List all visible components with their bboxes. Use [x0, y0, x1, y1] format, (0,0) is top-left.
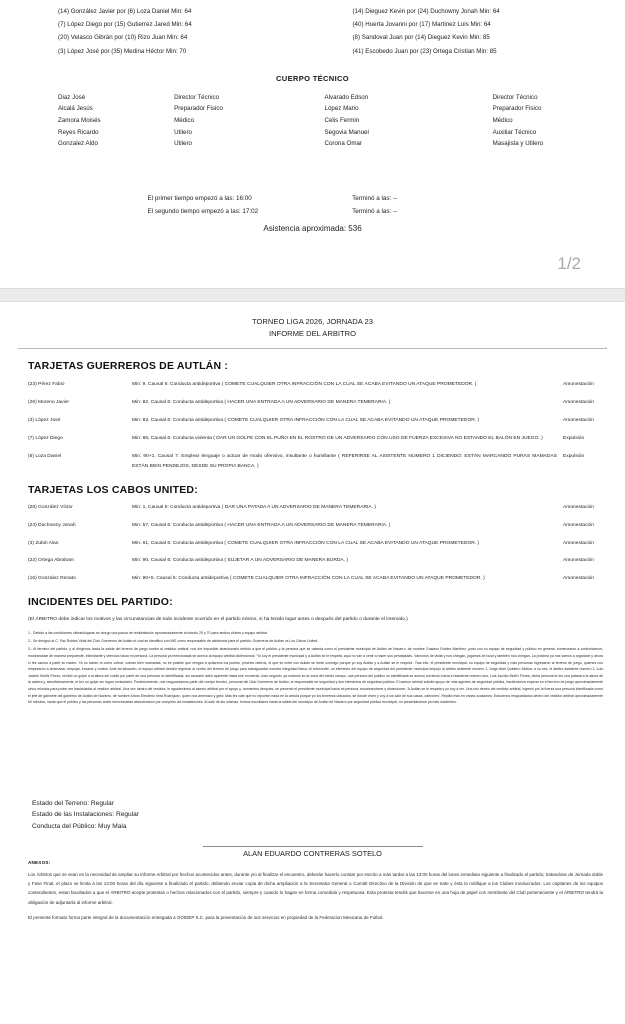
staff-name-list	[313, 92, 469, 150]
table-row	[28, 452, 607, 472]
staff-role: Auxiliar Técnico	[492, 128, 537, 136]
second-half-start: El segundo tiempo empezó a las: 17:02	[147, 207, 259, 215]
second-half-end: Terminó a las: --	[352, 207, 398, 215]
card-detail: Min: 57, Causal 6: Conducta antideportiva ( HACER UNA ENTRADA A UN ADVERSARIO DE MANERA TEMERARIA. )	[132, 522, 391, 528]
staff-role: Masajista y Utilero	[492, 140, 544, 148]
staff-role-list	[469, 92, 607, 150]
staff-name: López Mario	[324, 105, 359, 113]
staff-name: Alvarado Edson	[324, 93, 369, 101]
card-player: (28) González Víctor	[28, 504, 73, 510]
staff-name: Diaz José	[58, 93, 86, 101]
card-player: (22) Ortega Abraham	[28, 558, 74, 564]
staff-role: Preparador Fisico	[174, 105, 223, 113]
divider-tick: ·	[605, 345, 607, 351]
pitch-condition: Estado del Terreno: Regular	[32, 799, 114, 807]
card-sanction: Amonestación	[563, 417, 594, 423]
report-page-one	[0, 0, 625, 288]
substitution-line: (7) López Diego por (15) Gutierrez Jared Min: 64	[58, 21, 192, 29]
card-detail: Min: 61, Causal 6: Conducta antideportiva ( COMETE CUALQUIER OTRA INFRACCIÓN CON LA CUAL SE ACABA EVITANDO UN ATAQUE PROMETEDOR. )	[132, 540, 480, 546]
annex-body	[28, 870, 603, 922]
staff-role-list	[174, 92, 312, 150]
first-half-start: El primer tiempo empezó a las: 16:00	[147, 194, 252, 202]
tournament-title: TORNEO LIGA 2026, JORNADA 23	[252, 317, 373, 326]
crowd-conduct: Conducta del Público: Muy Mala	[32, 822, 127, 830]
technical-staff-away-column	[313, 92, 608, 150]
technical-staff-section	[0, 92, 625, 150]
page-indicator: 1/2	[557, 254, 581, 273]
staff-role: Director Técnico	[492, 93, 538, 101]
card-detail: Min: 9, Causal 6: Conducta antideportiva ( COMETE CUALQUIER OTRA INFRACCIÓN CON LA CUAL SE ACABA EVITANDO UN ATAQUE PROMETEDOR. )	[132, 382, 477, 387]
match-times-inner	[148, 192, 478, 218]
cards-away-title: TARJETAS LOS CABOS UNITED:	[28, 483, 198, 496]
staff-name-list	[18, 92, 174, 150]
report-title: INFORME DEL ARBITRO	[268, 328, 357, 338]
match-time-row	[148, 192, 478, 205]
annex-paragraph: Los Árbitros que se vean en la necesidad de ampliar su Informe Arbitral por hechos acontecidos antes, durante y/o al finalizar el encuentro, deberán hacerlo constar por escrito a más tardar a las 13:00 horas del lunes inmediato siguiente a finalizado el partido; tratandose de Jornada doble y Fase Final, el plazo se limita a las 13:00 horas del día siguiente a finalizado el partido, debiendo enviar copia de dicha ampliación a la Secretaria General o Comité Directivo de la División de que se trate y ésta la notifique a los Clubes involucrados. Los capitanes de los equipos contendientes, estan facultados a que el ÁRBITRO acepte protestas o hechos relacionados con el partido, siempre y cuando lo hagan en forma comedida y respetuosa. Esta protesta tendrá que hacerse en una hoja de papel con membrete del Club perteneciente y el ÁRBITRO tendrá la obligación de adjuntarla al informe arbitral.	[28, 872, 603, 905]
table-row	[28, 574, 607, 584]
table-row	[28, 539, 607, 549]
staff-name: Zamora Moisés	[58, 117, 101, 124]
substitution-line: (20) Velasco Gibrán por (10) Rizo Juan Min: 64	[58, 34, 188, 42]
card-sanction: Amonestación	[563, 522, 594, 528]
card-sanction: Amonestación	[563, 504, 594, 510]
card-detail: Min: 1, Causal 6: Conducta antideportiva ( DAR UNA PATADA A UN ADVERSARIO DE MANERA TEMERARIA. )	[132, 504, 376, 510]
card-player: (7) López Diego	[28, 435, 63, 441]
table-row	[28, 503, 607, 513]
match-times-section	[0, 192, 625, 218]
report-page-two	[0, 302, 625, 928]
staff-role: Médico	[492, 117, 513, 124]
staff-name: Corona Omar	[324, 140, 362, 148]
staff-name: Alcalá Jesús	[58, 105, 93, 113]
table-row	[28, 556, 607, 566]
incident-item: 3.- Al término del partido, y al dirigirnos hacia la salida del terreno de juego rumbo al vestidor arbitral, nos fue imposible abandonarlo debido a que el público y la persona que se ostenta como el presidente municipal de Autlán de Navarro, de nombre Gustavo Robles Martínez, junto con su equipo de seguridad y público en general, comenzaron a confrontarnos, mostrándose de manera prepotente, intimidante y ofensiva hacia mi persona. La persona ya mencionada se acercó al equipo arbitral diciéndonos: 'Yo soy el presidente municipal y a Autlán se le respeta; aquí no van a venir a hacer sus pendejadas. Vámonos de visita y nos chingan, jugamos de local y también nos chingan. La próxima ya nos vamos a organizar y ahora sí les vamos a partir su madre. Ya no saben ni cómo cobrar, cobran bien mamadas; no es posible que vengan a quitarnos los puntos, pinches rateros, el que se mete con Autlán se mete conmigo porque yo soy Autlán y a Autlán se le respeta'. Tras ello, el presidente municipal, su equipo de seguridad y más personas ingresaron al terreno de juego, quienes nos empezaron a amenazar, empujar, encarar y rodear. Ante tal situación, el equipo arbitral decidió regresar al centro del terreno de juego para salvaguardar nuestra integridad física. Al retroceder, un elemento del equipo de seguridad del presidente municipal empujó al árbitro asistente número 1, Jorge Abel Quintero Molina; a su vez, el árbitro asistente número 2, Luis Jacinto Muñiz Flores, recibió un golpe a la altura del cuello por parte de una persona no identificada, sin causarle daño aparente hasta ese momento. Acto seguido, ya estando en la zona del medio campo, una persona del público no identificada se acercó corriendo hacia el asistente número dos, Luis Jacinto Muñiz Flores; dicha persona le dio una patada a la altura de la cadera y, simultáneamente, le tiró un golpe sin lograr contactarlo. Posteriormente, nos resguardamos parte del cuerpo técnico, personal del Club Guerreros de Autlán, el responsable de seguridad y dos elementos de seguridad pública. El asesor arbitral solicitó apoyo de más agentes de seguridad pública, haciéndonos esperar en el terreno de juego aproximadamente cinco minutos para poder ser trasladados al vestidor arbitral. Una vez dentro del vestidor, le agradecimos al asesor arbitral por el apoyo y, momentos después, se presentó el presidente municipal hacia mi persona, encareándome y diciéndome: 'A Autlán se le respeta y yo soy a ver. Una vez dentro del vestidor arbitral, ingresó por la fuerza una persona identificada como el jefe de gabinete del gobierno de Autlán de Navarro, de nombre Arturo Eleuterio Vera Rodríguez, quien nos amenazó y gritó: Más les vale que no reporten nada en la cédula porque yo los tenemos ubicados, sé dónde viven y voy a los salir de sus casas, cabrones'. Repitió esto en varias ocasiones. Estuvimos resguardados dentro del vestidor arbitral aproximadamente 60 minutos, hasta que el público y las personas antes mencionadas abandonaron por completo las instalaciones. Al salir de las mismas, fuimos escoltados hasta la salida del municipio de Autlán de Navarro por seguridad pública municipal, no presentándose ya más incidentes.	[28, 647, 603, 705]
card-player: (16) Gonzalez Renato	[28, 576, 76, 582]
staff-name: Celis Fermin	[324, 117, 360, 124]
table-row	[28, 380, 607, 390]
annex-label: ANEXOS:	[28, 860, 51, 866]
card-player: (24) Duchowny Jonah	[28, 522, 76, 528]
header-divider	[18, 345, 607, 351]
staff-role: Médico	[174, 117, 195, 124]
table-row	[28, 416, 607, 426]
card-sanction: Amonestación	[563, 540, 594, 546]
signature-section	[0, 846, 625, 858]
annex-paragraph: El presente formato forma parte integral de la documentación entregada a OOIDEP S.C. para la presentación de sus servicios en propiedad de la Federacion Mexicana de Futbol.	[28, 914, 384, 920]
card-player: (23) Pérez Fabio	[28, 382, 65, 387]
card-player: (3) López José	[28, 417, 61, 423]
staff-name: Gonzalez Aldo	[58, 140, 98, 148]
incident-item: 2.- Se designó al C. Paz Robles Vidal del Club Guerreros de Autlán el cual se identificó con INE como responsable de asistencia para el partido: Guerreros de Autlán vs Los Cabos United.	[28, 639, 319, 644]
table-row	[28, 398, 607, 408]
document-header	[0, 316, 625, 339]
card-detail: Min: 82, Causal 6: Conducta antideportiva ( HACER UNA ENTRADA A UN ADVERSARIO DE MANERA TEMERARIA. )	[132, 399, 391, 405]
staff-name: Segovia Manuel	[324, 128, 369, 136]
substitutions-away-column	[313, 5, 608, 58]
substitution-line: (41) Escobedo Juan por (23) Ortega Cristian Min: 85	[352, 47, 497, 55]
card-detail: Min: 83, Causal 6: Conducta antideportiva ( COMETE CUALQUIER OTRA INFRACCIÓN CON LA CUAL SE ACABA EVITANDO UN ATAQUE PROMETEDOR. )	[132, 417, 480, 423]
card-sanction: Amonestación	[563, 399, 594, 405]
card-sanction: Amonestación	[563, 382, 594, 387]
staff-name: Reyes Ricardo	[58, 128, 99, 136]
attendance-text: Asistencia aproximada: 536	[263, 223, 362, 233]
match-conditions	[32, 798, 625, 832]
substitutions-home-column	[18, 5, 313, 58]
technical-staff-home-column	[18, 92, 313, 150]
substitution-line: (3) López José por (35) Medina Héctor Min: 70	[58, 47, 187, 55]
card-player: (6) Loza Daniel	[28, 453, 62, 459]
card-sanction: Amonestación	[563, 576, 594, 582]
staff-role: Preparador Fisico	[492, 105, 542, 113]
facilities-condition: Estado de las Instalaciones: Regular	[32, 811, 140, 819]
substitution-line: (14) Dieguez Kevin por (24) Duchowny Jonah Min: 64	[352, 8, 500, 15]
referee-signature-name: ALAN EDUARDO CONTRERAS SOTELO	[203, 846, 423, 858]
first-half-end: Terminó a las: --	[352, 194, 398, 202]
card-detail: Min: 90+5, Causal 6: Conducta antideportiva ( COMETE CUALQUIER OTRA INFRACCIÓN CON LA CUAL SE ACABA EVITANDO UN ATAQUE PROMETEDOR. )	[132, 576, 485, 582]
incident-item: 1.- Debido a las condiciones climatológicas se otorgó una pausa de rehidratación aproximadamente al minuto 25 y 70 para ambos clubes y equipo arbitral.	[28, 631, 268, 636]
staff-role: Utilero	[174, 140, 192, 148]
card-sanction: Amonestación	[563, 558, 594, 564]
table-row	[28, 521, 607, 531]
card-detail: Min: 90+1, Causal 7: Emplear lenguaje o actuar de modo ofensivo, insultante o humillante ( REFERIRSE AL ASISTENTE NÚMERO 1 DICIENDO: ESTÁN MARCANDO PURAS MAMADAS ESTÁN BIEN PENDEJOS, DESDE SU PROPIA BANCA. )	[132, 453, 557, 469]
substitution-line: (40) Huerta Jovanni por (17) Martinez Luis Min: 64	[352, 21, 491, 29]
page-separator	[0, 288, 625, 302]
substitutions-section	[0, 5, 625, 58]
staff-role: Utilero	[174, 128, 192, 136]
cards-away-table	[0, 503, 625, 585]
cards-home-title: TARJETAS GUERREROS DE AUTLÁN :	[28, 360, 229, 372]
substitution-line: (8) Sandoval Juan por (14) Dieguez Kevin Min: 85	[352, 34, 490, 42]
technical-staff-title: CUERPO TÉCNICO	[276, 73, 349, 83]
staff-role: Director Técnico	[174, 93, 220, 101]
card-player: (3) Zubiri Alan	[28, 540, 59, 546]
incidents-note: (El ÁRBITRO debe indicar los motivos y las circunstancias de todo incidente ocurrido en el partido mismo, si ha tenido lugar antes o después del partido o durante el intervalo.)	[28, 617, 408, 623]
match-time-row	[148, 205, 478, 218]
card-detail: Min: 90, Causal 6: Conducta antideportiva ( SUJETAR A UN ADVERSARIO DE MANERA BURDA. )	[132, 558, 348, 564]
substitution-line: (14) González Javier por (6) Loza Daniel Min: 64	[58, 8, 192, 15]
incidents-list	[28, 630, 603, 706]
table-row	[28, 434, 607, 444]
card-player: (26) Moreno Javier	[28, 399, 70, 405]
card-detail: Min: 86, Causal 6: Conducta violenta ( DAR UN GOLPE CON EL PUÑO EN EL ROSTRO DE UN ADVERSARIO CON USO DE FUERZA EXCESIVA NO ESTANDO EL BALÓN EN JUEGO. )	[132, 435, 543, 441]
card-sanction: Expulsión	[563, 435, 585, 441]
card-sanction: Expulsión	[563, 453, 585, 459]
cards-home-table	[0, 380, 625, 472]
incidents-title: INCIDENTES DEL PARTIDO:	[28, 596, 173, 609]
